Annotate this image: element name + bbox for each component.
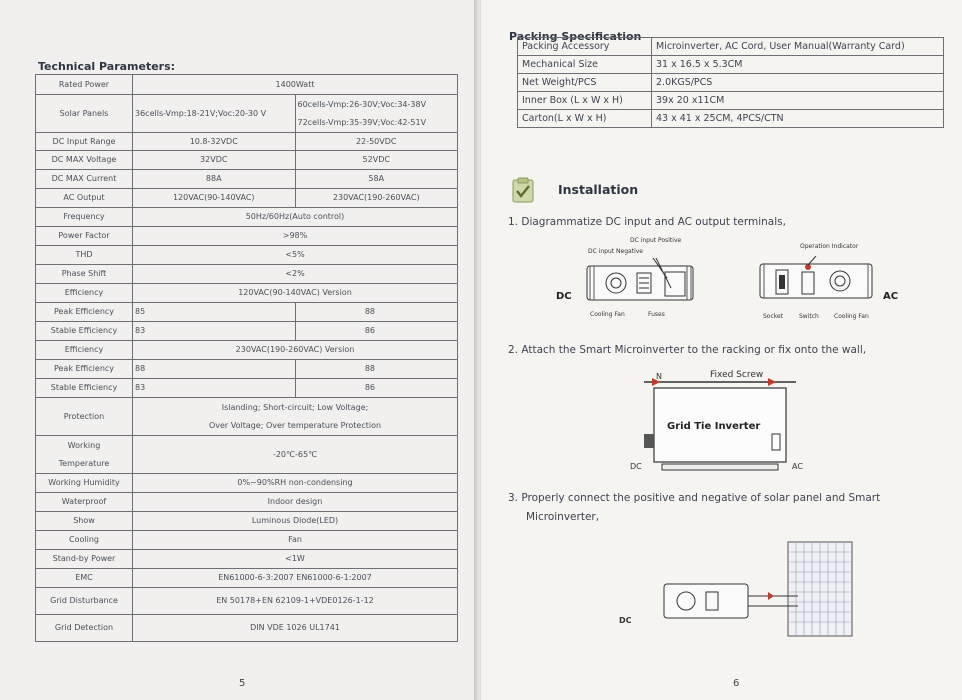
row-value: Luminous Diode(LED) bbox=[133, 512, 458, 531]
row-value-col2: 22-50VDC bbox=[295, 133, 458, 151]
packing-value: 2.0KGS/PCS bbox=[652, 74, 944, 92]
table-row bbox=[36, 208, 458, 227]
row-label: AC Output bbox=[36, 189, 133, 208]
row-value: Fan bbox=[133, 531, 458, 550]
row-value-col1: 83 bbox=[133, 322, 296, 341]
packing-value: 39x 20 x11CM bbox=[652, 92, 944, 110]
solar-60cells: 60cells-Vmp:26-30V;Voc:34-38V bbox=[297, 99, 427, 109]
row-value: <2% bbox=[133, 265, 458, 284]
step-2-text: 2. Attach the Smart Microinverter to the racking or fix onto the wall, bbox=[508, 344, 867, 356]
table-row bbox=[36, 531, 458, 550]
table-row bbox=[518, 110, 944, 128]
row-label: Rated Power bbox=[36, 75, 133, 95]
row-value: 50Hz/60Hz(Auto control) bbox=[133, 208, 458, 227]
row-value-col1: 88 bbox=[133, 360, 296, 379]
packing-specification-title: Packing Specification bbox=[509, 30, 642, 43]
table-row bbox=[36, 615, 458, 642]
row-value-col1: 85 bbox=[133, 303, 296, 322]
table-row bbox=[36, 284, 458, 303]
table-row bbox=[36, 133, 458, 151]
table-row bbox=[518, 56, 944, 74]
row-label: Efficiency bbox=[36, 284, 133, 303]
row-value: -20℃-65℃ bbox=[133, 436, 458, 474]
page-number-right: 6 bbox=[733, 678, 740, 689]
dc-label: DC bbox=[556, 291, 572, 302]
checklist-icon bbox=[512, 177, 534, 203]
row-value-col1: 36cells-Vmp:18-21V;Voc:20-30 V bbox=[133, 95, 296, 133]
row-value: >98% bbox=[133, 227, 458, 246]
row-value-col2: 88 bbox=[295, 360, 458, 379]
dc-label-step3: DC bbox=[619, 616, 632, 625]
packing-value: 43 x 41 x 25CM, 4PCS/CTN bbox=[652, 110, 944, 128]
working-label: Working bbox=[67, 440, 101, 450]
packing-label: Carton(L x W x H) bbox=[518, 110, 652, 128]
packing-label: Net Weight/PCS bbox=[518, 74, 652, 92]
row-label: Peak Efficiency bbox=[36, 303, 133, 322]
row-label: Solar Panels bbox=[36, 95, 133, 133]
row-label: Waterproof bbox=[36, 493, 133, 512]
row-label: Stable Efficiency bbox=[36, 322, 133, 341]
cooling-fan-label: Cooling Fan bbox=[590, 311, 625, 318]
table-row bbox=[36, 265, 458, 284]
packing-label: Inner Box (L x W x H) bbox=[518, 92, 652, 110]
row-value-col2: 88 bbox=[295, 303, 458, 322]
packing-value: 31 x 16.5 x 5.3CM bbox=[652, 56, 944, 74]
row-value: DIN VDE 1026 UL1741 bbox=[133, 615, 458, 642]
table-row bbox=[36, 569, 458, 588]
table-row bbox=[36, 246, 458, 265]
packing-value: Microinverter, AC Cord, User Manual(Warranty Card) bbox=[652, 38, 944, 56]
n-label: N bbox=[656, 372, 662, 381]
row-label: Grid Disturbance bbox=[36, 588, 133, 615]
row-value-col2: 52VDC bbox=[295, 151, 458, 170]
row-value: Indoor design bbox=[133, 493, 458, 512]
row-value-col1: 10.8-32VDC bbox=[133, 133, 296, 151]
table-row bbox=[36, 227, 458, 246]
packing-label: Packing Accessory bbox=[518, 38, 652, 56]
row-value: <1W bbox=[133, 550, 458, 569]
table-row bbox=[36, 379, 458, 398]
row-label: THD bbox=[36, 246, 133, 265]
table-row bbox=[36, 151, 458, 170]
row-label: Cooling bbox=[36, 531, 133, 550]
packing-label: Mechanical Size bbox=[518, 56, 652, 74]
switch-label: Switch bbox=[799, 313, 819, 320]
table-row bbox=[36, 75, 458, 95]
technical-parameters-title: Technical Parameters: bbox=[38, 60, 176, 73]
panel-connection-diagram bbox=[660, 540, 860, 640]
row-value-col2: 86 bbox=[295, 379, 458, 398]
row-label: DC MAX Current bbox=[36, 170, 133, 189]
technical-parameters-table bbox=[35, 74, 458, 642]
table-row bbox=[36, 512, 458, 531]
row-label: Show bbox=[36, 512, 133, 531]
table-row bbox=[36, 550, 458, 569]
table-row bbox=[36, 474, 458, 493]
table-row bbox=[36, 398, 458, 436]
table-row bbox=[36, 170, 458, 189]
row-label: Stand-by Power bbox=[36, 550, 133, 569]
table-row bbox=[518, 74, 944, 92]
protection-line2: Over Voltage; Over temperature Protection bbox=[208, 420, 382, 430]
row-value: <5% bbox=[133, 246, 458, 265]
step-3-line2: Microinverter, bbox=[526, 511, 600, 523]
step-1-text: 1. Diagrammatize DC input and AC output terminals, bbox=[508, 216, 786, 228]
row-label: Phase Shift bbox=[36, 265, 133, 284]
table-row bbox=[36, 189, 458, 208]
row-value-col1: 32VDC bbox=[133, 151, 296, 170]
row-label: DC Input Range bbox=[36, 133, 133, 151]
table-row bbox=[36, 493, 458, 512]
table-row bbox=[36, 322, 458, 341]
row-value: 120VAC(90-140VAC) Version bbox=[133, 284, 458, 303]
table-row bbox=[36, 588, 458, 615]
table-row bbox=[36, 436, 458, 474]
fuses-label: Fuses bbox=[648, 311, 665, 318]
left-page bbox=[0, 0, 476, 700]
row-label: Efficiency bbox=[36, 341, 133, 360]
row-label: Frequency bbox=[36, 208, 133, 227]
table-row bbox=[518, 92, 944, 110]
row-label: Protection bbox=[36, 398, 133, 436]
ac-side-diagram bbox=[758, 256, 876, 306]
row-value bbox=[133, 398, 458, 436]
operation-indicator-label: Operation Indicator bbox=[800, 243, 859, 250]
row-value-col2 bbox=[295, 95, 458, 133]
row-value-col1: 120VAC(90-140VAC) bbox=[133, 189, 296, 208]
page-number: 5 bbox=[239, 678, 246, 689]
socket-label: Socket bbox=[763, 313, 784, 320]
table-row bbox=[36, 360, 458, 379]
solar-72cells: 72cells-Vmp:35-39V;Voc:42-51V bbox=[297, 117, 427, 127]
row-value-col2: 58A bbox=[295, 170, 458, 189]
row-label: Power Factor bbox=[36, 227, 133, 246]
row-value-col2: 86 bbox=[295, 322, 458, 341]
row-label: Working Humidity bbox=[36, 474, 133, 493]
row-label: Grid Detection bbox=[36, 615, 133, 642]
table-row bbox=[36, 95, 458, 133]
row-value: EN61000-6-3:2007 EN61000-6-1:2007 bbox=[133, 569, 458, 588]
ac-terminal-label: AC bbox=[792, 462, 803, 471]
row-value-col1: 88A bbox=[133, 170, 296, 189]
installation-title: Installation bbox=[558, 182, 639, 197]
row-value-col2: 230VAC(190-260VAC) bbox=[295, 189, 458, 208]
step-3-line1: 3. Properly connect the positive and negative of solar panel and Smart bbox=[508, 492, 881, 504]
row-value: 0%~90%RH non-condensing bbox=[133, 474, 458, 493]
dc-input-negative-label: DC input Negative bbox=[588, 248, 643, 255]
dc-input-positive-label: DC input Positive bbox=[630, 237, 682, 244]
table-row bbox=[36, 341, 458, 360]
row-value-col1: 83 bbox=[133, 379, 296, 398]
fixed-screw-label: Fixed Screw bbox=[710, 370, 764, 380]
packing-table bbox=[517, 37, 944, 128]
row-value: 1400Watt bbox=[133, 75, 458, 95]
dc-terminal-label: DC bbox=[630, 462, 642, 471]
row-label: DC MAX Voltage bbox=[36, 151, 133, 170]
row-value: EN 50178+EN 62109-1+VDE0126-1-12 bbox=[133, 588, 458, 615]
temperature-label: Temperature bbox=[58, 458, 110, 468]
row-value: 230VAC(190-260VAC) Version bbox=[133, 341, 458, 360]
row-label bbox=[36, 436, 133, 474]
cooling-fan-ac-label: Cooling Fan bbox=[834, 313, 869, 320]
grid-tie-inverter-label: Grid Tie Inverter bbox=[667, 421, 761, 432]
ac-label: AC bbox=[883, 291, 899, 302]
dc-side-diagram bbox=[585, 258, 697, 308]
row-label: EMC bbox=[36, 569, 133, 588]
row-label: Peak Efficiency bbox=[36, 360, 133, 379]
protection-line1: Islanding; Short-circuit; Low Voltage; bbox=[221, 402, 369, 412]
table-row bbox=[36, 303, 458, 322]
row-label: Stable Efficiency bbox=[36, 379, 133, 398]
table-row bbox=[518, 38, 944, 56]
